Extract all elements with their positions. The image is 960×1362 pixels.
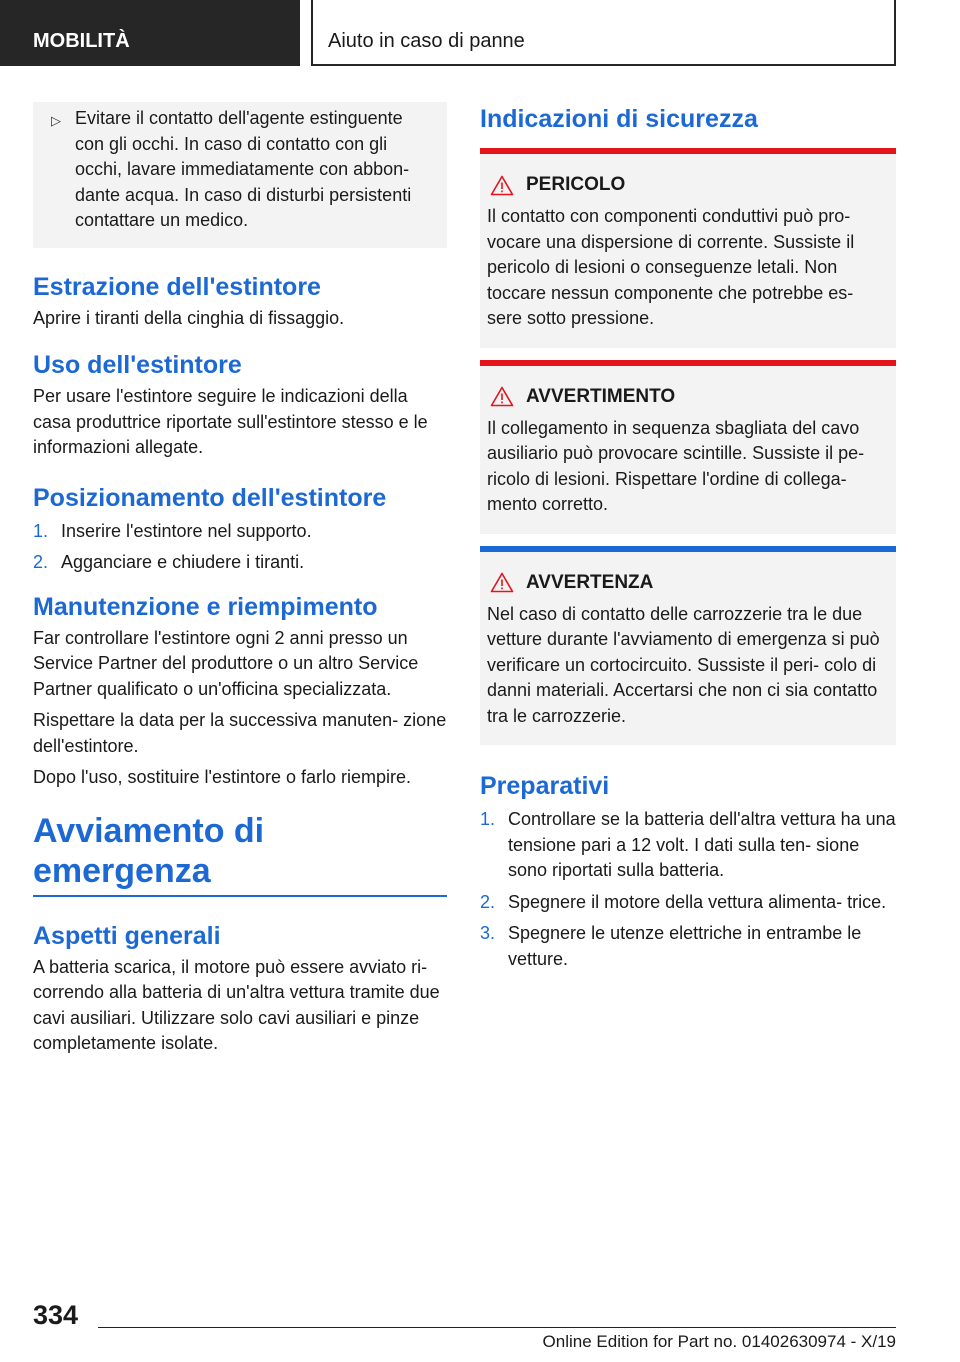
note-text: Evitare il contatto dell'agente estinguente con gli occhi. In caso di contatto con gli occhi, lavare immediatamente con abbon- dante acqua. In caso di disturbi persistenti contattare un medico.: [75, 108, 412, 230]
caution-label: AVVERTENZA: [526, 571, 654, 593]
usage-text: Per usare l'estintore seguire le indicazioni della casa produttrice riportate sull'estintore stesso e le informazioni allegate.: [33, 386, 428, 457]
warning-triangle-icon: [490, 386, 514, 407]
chapter-header: [311, 0, 896, 66]
extraction-heading: Estrazione dell'estintore: [33, 272, 321, 301]
chapter-label: Aiuto in caso di panne: [328, 30, 525, 52]
positioning-heading: Posizionamento dell'estintore: [33, 483, 387, 512]
warning-label: AVVERTIMENTO: [526, 385, 676, 407]
step-text: Spegnere il motore della vettura alimenta- trice.: [508, 891, 887, 912]
step-number: 1.: [33, 520, 49, 541]
list-item: [480, 921, 896, 972]
section-tab: [0, 0, 300, 66]
step-number: 2.: [33, 552, 49, 572]
jumpstart-heading: Avviamento di emergenza: [33, 811, 265, 890]
general-heading: Aspetti generali: [33, 921, 221, 950]
step-number: 3.: [480, 923, 496, 943]
maintenance-text-2: Rispettare la data per la successiva manuten- zione dell'estintore.: [33, 710, 447, 756]
page-number: 334: [33, 1300, 79, 1330]
danger-box: [480, 148, 896, 348]
step-text: Agganciare e chiudere i tiranti.: [61, 552, 305, 572]
list-item: [33, 519, 447, 545]
warning-text: Il collegamento in sequenza sbagliata del cavo ausiliario può provocare scintille. Sussiste il pe- ricolo di lesioni. Rispettare l'ordine di collega- mento corretto.: [487, 417, 865, 514]
maintenance-text-1: Far controllare l'estintore ogni 2 anni presso un Service Partner del produttore o un altro Service Partner qualificato o un'officina specializzata.: [33, 627, 419, 699]
caution-text: Nel caso di contatto delle carrozzerie tra le due vetture durante l'avviamento di emergenza si può verificare un cortocircuito. Sussiste il peri- colo di danni materiali. Accertarsi che non ci sia contatto tra le carrozzerie.: [487, 603, 880, 726]
step-text: Controllare se la batteria dell'altra vettura ha una tensione pari a 12 volt. I dati sulla ten- sione sono riportati sulla batteria.: [508, 809, 896, 880]
extraction-text: Aprire i tiranti della cinghia di fissaggio.: [33, 307, 345, 328]
left-column: [33, 102, 447, 1057]
step-number: 1.: [480, 809, 496, 829]
usage-heading: Uso dell'estintore: [33, 351, 242, 379]
right-column: [480, 102, 896, 972]
general-text: A batteria scarica, il motore può essere avviato ri- correndo alla batteria di un'altra vettura tramite due cavi ausiliari. Utilizzare solo cavi ausiliari e pinze completamente isolate.: [33, 956, 440, 1053]
warning-triangle-icon: [490, 175, 514, 196]
warning-box: [480, 360, 896, 534]
footer-divider: [98, 1327, 896, 1328]
jumpstart-heading-block: [33, 811, 447, 897]
step-text: Inserire l'estintore nel supporto.: [61, 520, 312, 541]
positioning-steps: [33, 519, 447, 576]
prep-steps: [480, 807, 896, 972]
caution-title: [487, 572, 886, 594]
maintenance-heading: Manutenzione e riempimento: [33, 592, 378, 621]
edition-text: Online Edition for Part no. 01402630974 - X/19: [542, 1332, 896, 1351]
list-item: [480, 807, 896, 884]
danger-label: PERICOLO: [526, 174, 626, 195]
step-number: 2.: [480, 891, 496, 912]
note-box: [33, 102, 447, 248]
warning-triangle-icon: [490, 572, 514, 593]
step-text: Spegnere le utenze elettriche in entrambe le vetture.: [508, 923, 862, 969]
list-item: [480, 890, 896, 916]
danger-text: Il contatto con componenti conduttivi può pro- vocare una dispersione di corrente. Sussiste il pericolo di lesioni o conseguenze letali. Non toccare nessun componente che potrebbe es- sere sotto pressione.: [487, 206, 855, 328]
caution-box: [480, 546, 896, 746]
section-label: MOBILITÀ: [33, 30, 130, 52]
maintenance-text-3: Dopo l'uso, sostituire l'estintore o farlo riempire.: [33, 767, 412, 787]
warning-title: [487, 386, 886, 408]
triangle-bullet-icon: ▷: [51, 113, 61, 128]
list-item: [33, 550, 447, 576]
safety-heading: Indicazioni di sicurezza: [480, 105, 758, 133]
danger-title: [487, 174, 886, 196]
prep-heading: Preparativi: [480, 772, 610, 800]
